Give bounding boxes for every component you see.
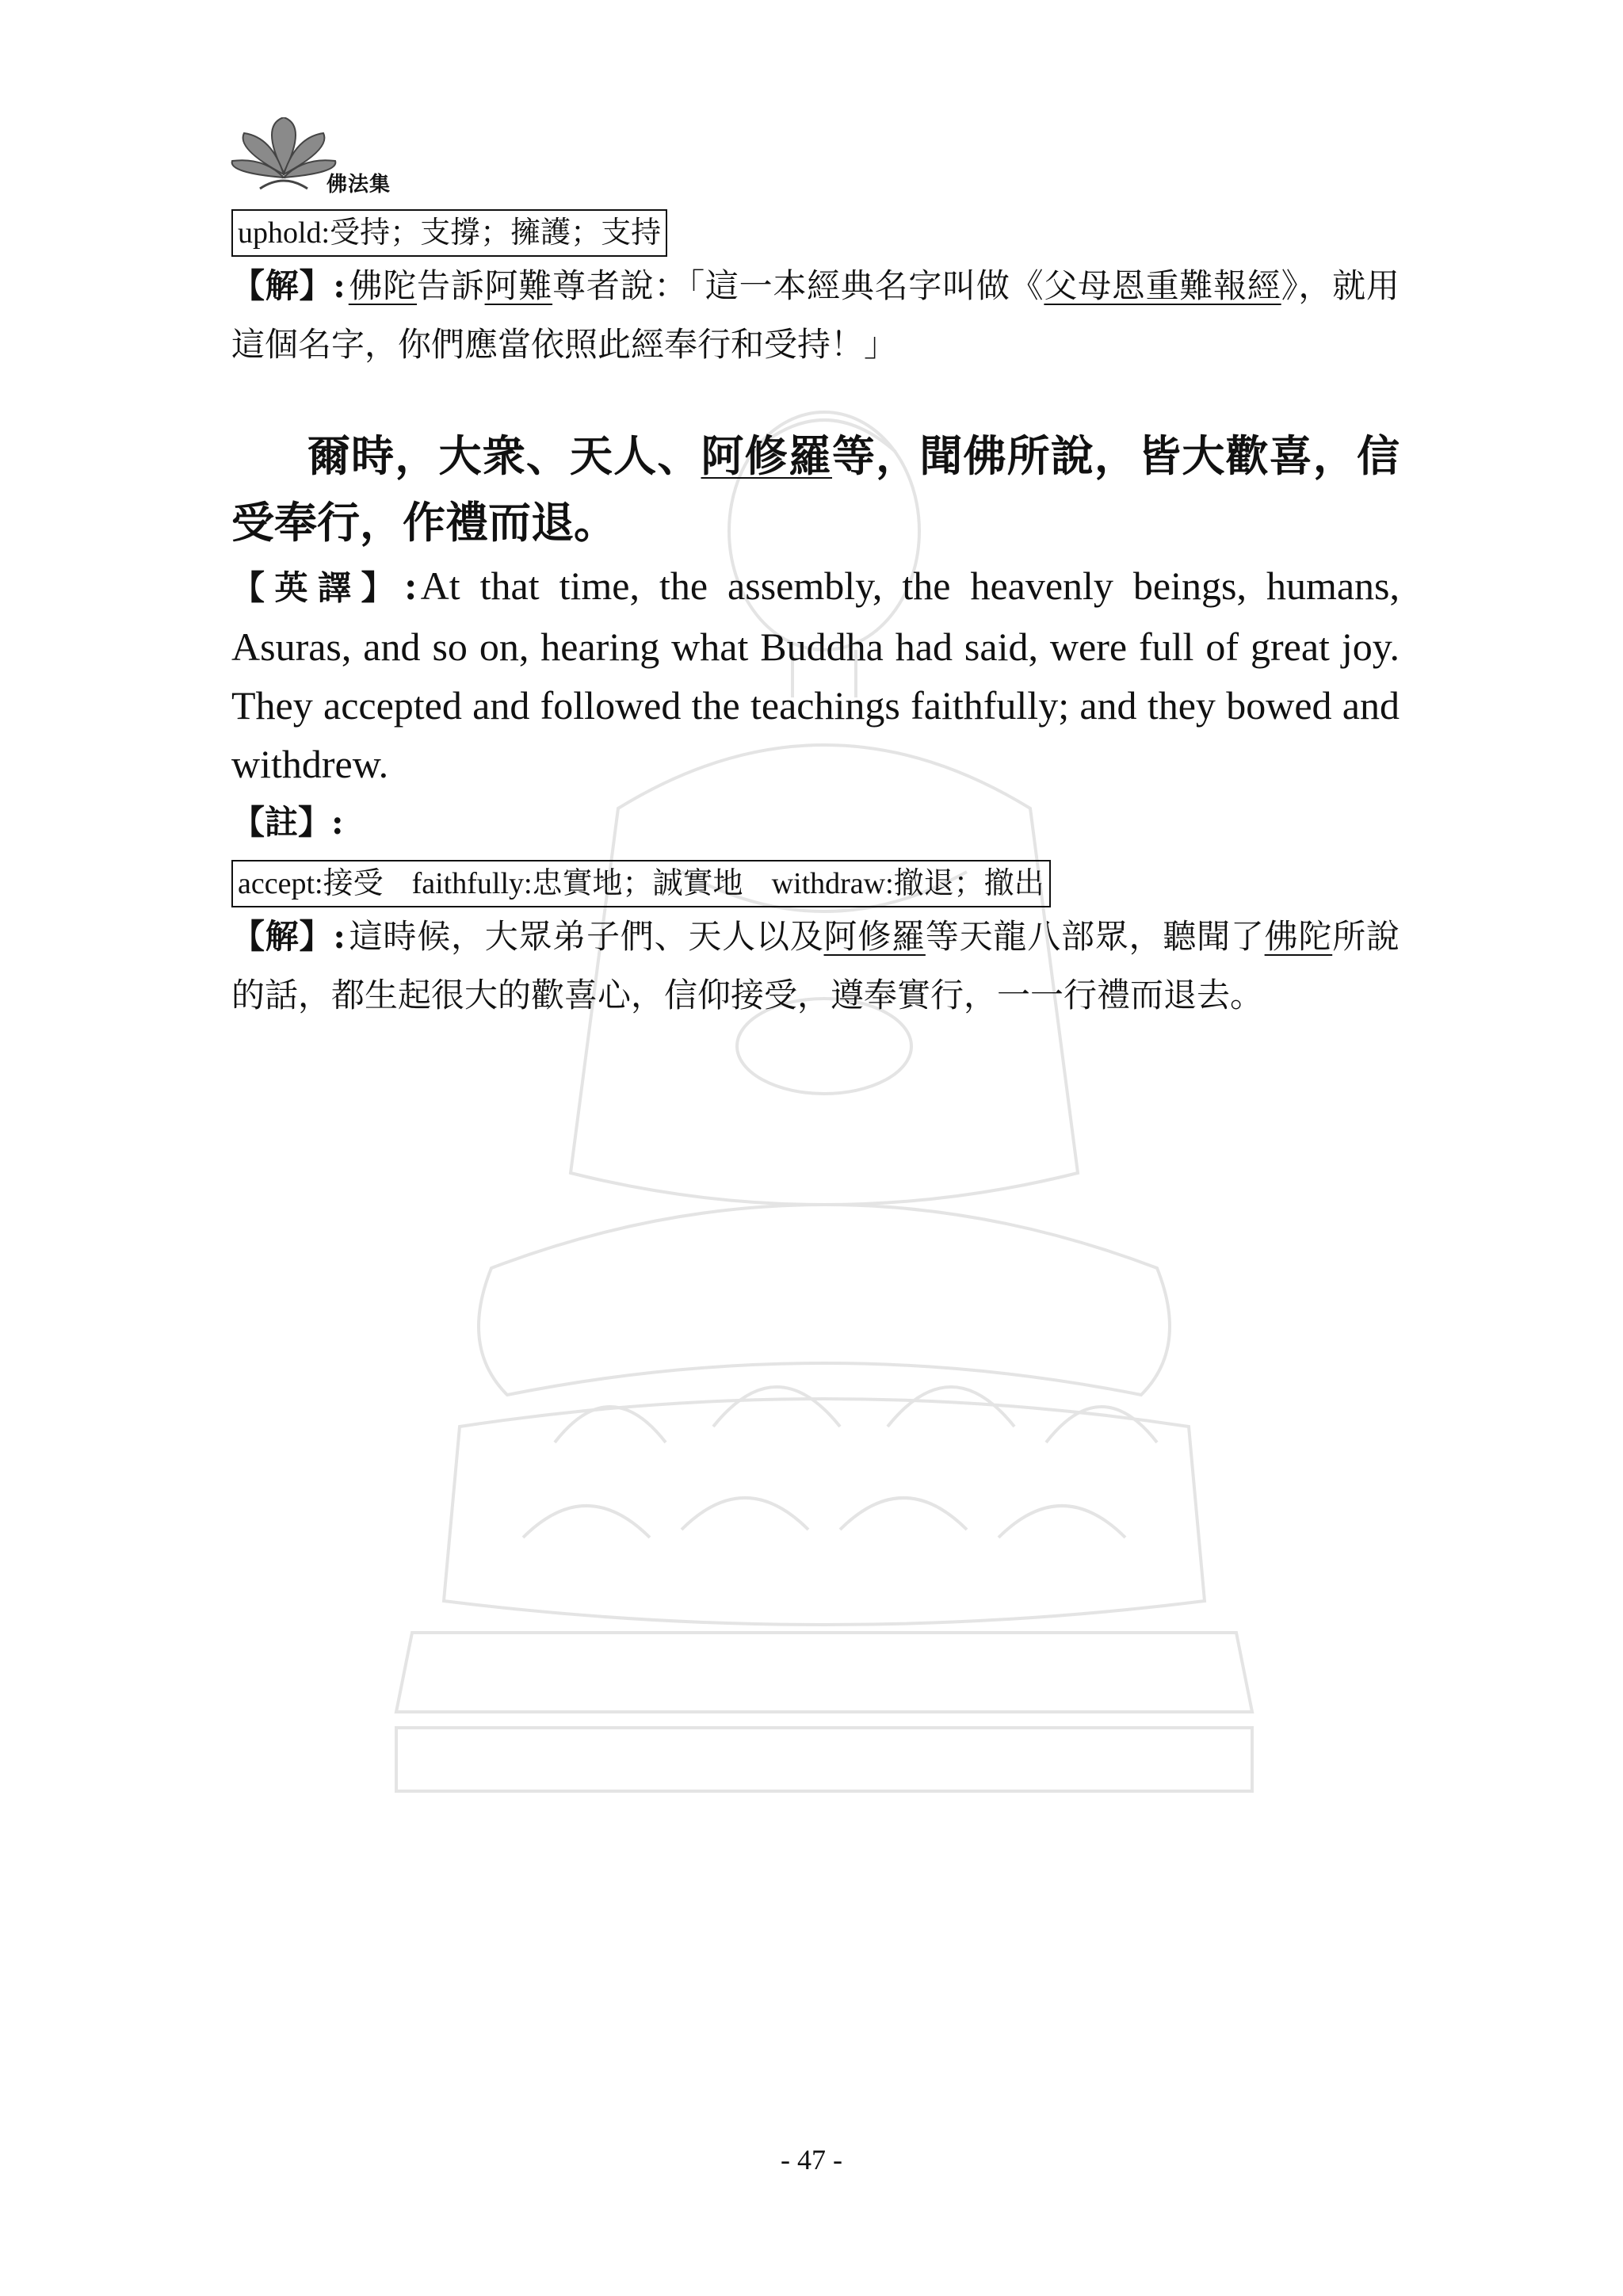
sutra-verse: 爾時，大衆、天人、阿修羅等，聞佛所說，皆大歡喜，信受奉行，作禮而退。	[231, 431, 1400, 548]
page-content	[231, 209, 1400, 1025]
text-run: 所說的話，都生起很大的歡喜心，信仰接受，遵奉實行，一一行禮而退去。	[231, 917, 1400, 1014]
text-run: 這時候，大眾弟子們、天人以及	[348, 917, 824, 956]
underlined-term: 佛陀	[1264, 917, 1333, 956]
underlined-term: 阿修羅	[823, 917, 926, 956]
asura-term: 阿修羅	[701, 431, 832, 481]
vocab-item: faithfully:忠實地；誠實地	[411, 867, 743, 900]
underlined-term: 佛陀	[348, 266, 418, 305]
explanation-paragraph-1: 【解】:佛陀告訴阿難尊者說：「這一本經典名字叫做《父母恩重難報經》，就用這個名字，你們應當依照此經奉行和受持！」	[231, 266, 1400, 364]
english-translation: 【英譯】:At that time, the assembly, the heavenly beings, humans, Asuras, and so on, hearing what Buddha had said, were full of great joy. They accepted and followed the teachings faithfully; and they bowed and withdrew.	[231, 563, 1400, 786]
notes-heading: 【註】:	[231, 803, 344, 842]
text-run: 》，就用這個名字，你們應當依照此經奉行和受持！」	[231, 266, 1400, 364]
explanation-paragraph-2: 【解】:這時候，大眾弟子們、天人以及阿修羅等天龍八部眾，聽聞了佛陀所說的話，都生起很大的歡喜心，信仰接受，遵奉實行，一一行禮而退去。	[231, 917, 1400, 1014]
underlined-term: 父母恩重難報經	[1044, 266, 1281, 305]
vocab-box-uphold	[231, 209, 667, 257]
vocab-item: accept:接受	[238, 867, 384, 900]
vocab-item: uphold:受持；支撐；擁護；支持	[238, 216, 662, 250]
explain-tag: 【解】	[231, 266, 334, 305]
vocab-item: withdraw:撤退；撤出	[771, 867, 1044, 900]
text-run: 尊者說：「這一本經典名字叫做《	[552, 266, 1044, 305]
underlined-term: 阿難	[484, 266, 553, 305]
lotus-logo-icon	[228, 117, 339, 197]
text-run: 告訴	[417, 266, 485, 305]
text-run: 等天龍八部眾，聽聞了	[925, 917, 1265, 956]
vocab-box-notes	[231, 860, 1051, 907]
page-number: - 47 -	[781, 2144, 842, 2176]
english-translation-tag: 【英譯】	[231, 568, 404, 607]
explanation-text	[231, 266, 1400, 364]
explain-tag: 【解】	[231, 917, 334, 956]
english-translation-text: At that time, the assembly, the heavenly beings, humans, Asuras, and so on, hearing what Buddha had said, were full of great joy. They accepted and followed the teachings faithfully; and they bowed and withdrew.	[231, 563, 1400, 786]
explanation-text	[231, 917, 1400, 1014]
header-logo-text: 佛法集	[327, 173, 391, 197]
